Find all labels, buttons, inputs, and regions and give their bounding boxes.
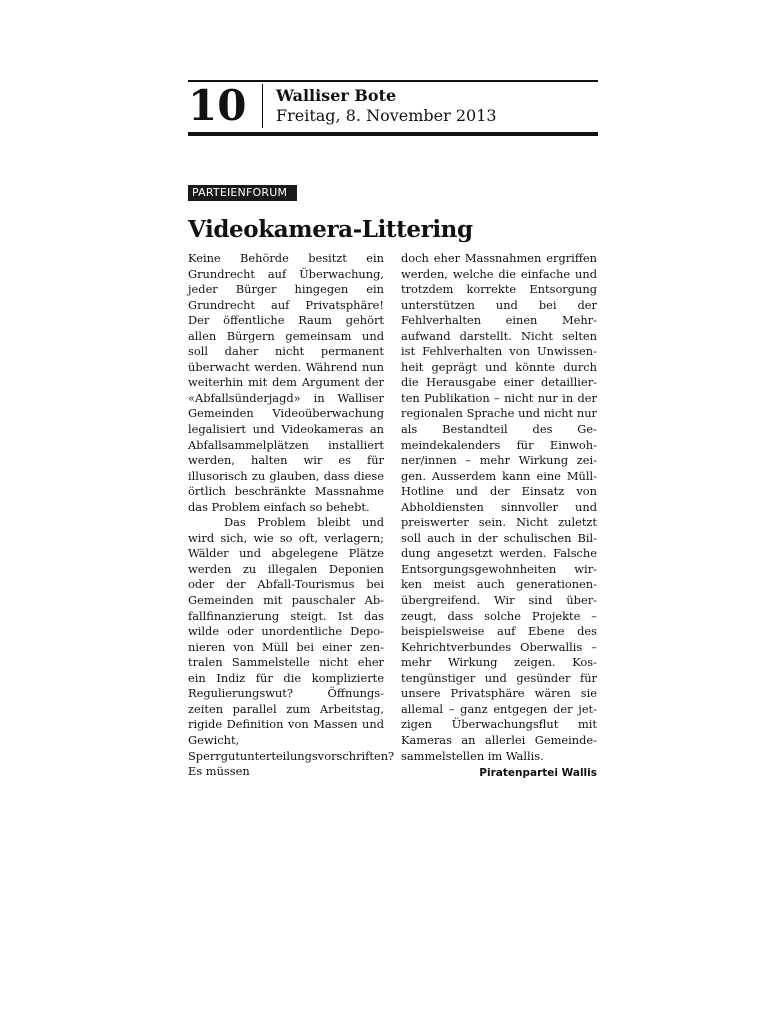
article-headline: Videokamera-Littering — [188, 216, 473, 243]
article-paragraph: Das Problem bleibt und wird sich, wie so oft, verlagern; Wälder und abgelegene Plätze werden zu illegalen Deponien oder der Abfall-Tourismus bei Gemeinden mit pauschaler Abfallfinanzierung steigt. Ist das wilde oder unordentliche Deponieren von Müll bei einer zentralen Sammelstelle nicht eher ein Indiz für die komplizierte Regulierungswut? Öffnungszeiten parallel zum Arbeitstag, rigide Definition von Massen und Gewicht, Sperrgutunterteilungsvorschriften? Es müssen — [188, 515, 395, 779]
article-paragraph: Keine Behörde besitzt ein Grundrecht auf Überwachung, jeder Bürger hingegen ein Grundrecht auf Privatsphäre! Der öffentliche Raum gehört allen Bürgern gemeinsam und soll daher nicht permanent überwacht werden. Während nun weiterhin mit dem Argument der «Abfallsünderjagd» in Walliser Gemeinden Videoüberwachung legalisiert und Videokameras an Abfallsammelplätzen installiert werden, halten wir es für illusorisch zu glauben, dass diese örtlich beschränkte Massnahme das Problem einfach so behebt. — [188, 251, 384, 514]
article-column-left — [188, 251, 395, 780]
publication-date: Freitag, 8. November 2013 — [276, 106, 497, 125]
page-number: 10 — [188, 81, 247, 130]
article-author: Piratenpartei Wallis — [479, 767, 597, 780]
article-paragraph: doch eher Massnahmen ergriffen werden, welche die einfache und trotzdem korrekte Entsorgung unterstützen und bei der Fehlverhalten einen Mehraufwand darstellt. Nicht selten ist Fehlverhalten von Unwissenheit geprägt und könnte durch die Herausgabe einer detaillierten Publikation – nicht nur in der regionalen Sprache und nicht nur als Bestandteil des Gemeindekalenders für Einwohner/innen – mehr Wirkung zeigen. Ausserdem kann eine Müll-Hotline und der Einsatz von Abholdiensten sinnvoller und preiswerter sein. Nicht zuletzt soll auch in der schulischen Bildung angesetzt werden. Falsche Entsorgungsgewohnheiten wirken meist auch generationenübergreifend. Wir sind überzeugt, dass solche Projekte – beispielsweise auf Ebene des Kehrichtverbundes Oberwallis – mehr Wirkung zeigen. Kostengünstiger und gesünder für unsere Privatsphäre wären sie allemal – ganz entgegen der jetzigen Überwachungsflut mit Kameras an allerlei Gemeindesammelstellen im Wallis. — [401, 251, 597, 763]
header-bottom-rule — [188, 132, 598, 136]
header-separator — [262, 84, 263, 128]
publication-name: Walliser Bote — [276, 86, 397, 105]
article-column-right — [401, 251, 597, 780]
section-label: PARTEIENFORUM — [188, 185, 297, 201]
